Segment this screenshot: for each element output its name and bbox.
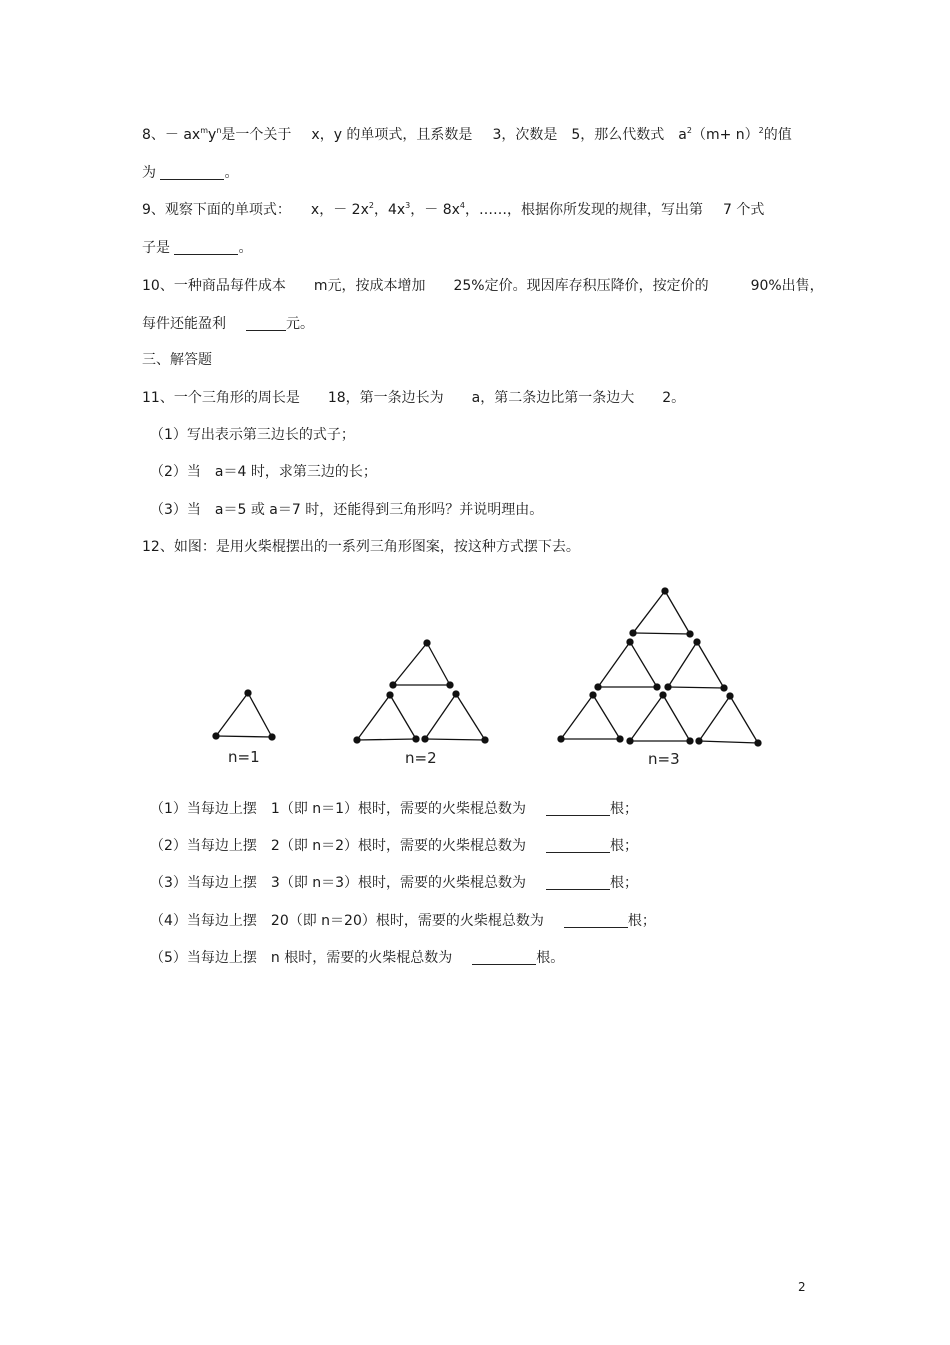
q12-part3-suffix: 根； bbox=[610, 875, 639, 891]
q12-part1-text: （1）当每边上摆 1（即 n＝1）根时，需要的火柴棍总数为 bbox=[150, 801, 527, 817]
q12-stem: 12、如图：是用火柴棍摆出的一系列三角形图案，按这种方式摆下去。 bbox=[142, 539, 580, 555]
q8-coef: 3，次数是 bbox=[492, 127, 558, 143]
q12-part5-blank[interactable] bbox=[472, 950, 536, 965]
q12-part2-suffix: 根； bbox=[610, 838, 639, 854]
q9-term4: ，……，根据你所发现的规律，写出第 bbox=[465, 202, 703, 218]
q9-exp3: 4 bbox=[459, 201, 465, 210]
section-heading: 三、解答题 bbox=[142, 352, 212, 368]
q10-line1: 10、一种商品每件成本 m元，按成本增加 25%定价。现因库存积压降价，按定价的 90%出售， bbox=[142, 278, 824, 294]
q8-exp-n: n bbox=[216, 126, 222, 135]
q8-xy: x，y 的单项式，且系数是 bbox=[311, 127, 473, 143]
q12-part5-text: （5）当每边上摆 n 根时，需要的火柴棍总数为 bbox=[150, 950, 453, 966]
q12-part4-suffix: 根； bbox=[627, 913, 656, 929]
q11-part2: （2）当 a＝4 时，求第三边的长； bbox=[150, 464, 377, 480]
q12-part3-text: （3）当每边上摆 3（即 n＝3）根时，需要的火柴棍总数为 bbox=[150, 875, 527, 891]
q12-part4 bbox=[150, 912, 656, 930]
q12-part4-blank[interactable] bbox=[564, 913, 628, 928]
page-number: 2 bbox=[798, 1280, 806, 1294]
q8-line2-suffix: 。 bbox=[224, 165, 239, 181]
q8-line2 bbox=[142, 164, 238, 182]
triangle-n1 bbox=[213, 690, 275, 740]
q9-exp1: 2 bbox=[368, 201, 374, 210]
matchstick-figure bbox=[200, 575, 770, 770]
q12-part5 bbox=[150, 949, 564, 967]
q8-exp-m: m bbox=[200, 126, 209, 135]
q12-part2 bbox=[150, 837, 638, 855]
q9-term3: ，－ 8x bbox=[410, 202, 460, 218]
q12-part3-blank[interactable] bbox=[546, 875, 610, 890]
q8-prefix: 8、－ ax bbox=[142, 127, 201, 143]
q8-tail: 的值 bbox=[763, 127, 792, 143]
q10-line2-suffix: 元。 bbox=[286, 316, 314, 332]
q12-part1-blank[interactable] bbox=[546, 801, 610, 816]
q8-exp-2b: 2 bbox=[758, 126, 764, 135]
q12-part2-blank[interactable] bbox=[546, 838, 610, 853]
triangle-n2 bbox=[354, 640, 488, 743]
q10-answer-blank[interactable] bbox=[246, 316, 286, 331]
q8-line2-prefix: 为 bbox=[142, 165, 156, 181]
label-n2: n=2 bbox=[405, 749, 437, 767]
label-n3: n=3 bbox=[648, 750, 680, 768]
q9-line2-prefix: 子是 bbox=[142, 240, 170, 256]
q9-term1: x，－ 2x bbox=[310, 202, 369, 218]
q11-stem: 11、一个三角形的周长是 18，第一条边长为 a，第二条边比第一条边大 2。 bbox=[142, 390, 686, 406]
q11-part3: （3）当 a＝5 或 a＝7 时，还能得到三角形吗？并说明理由。 bbox=[150, 502, 544, 518]
q8-deg: 5，那么代数式 bbox=[571, 127, 665, 143]
q8-exp-2a: 2 bbox=[686, 126, 692, 135]
q9-line2 bbox=[142, 239, 252, 257]
q12-part4-text: （4）当每边上摆 20（即 n＝20）根时，需要的火柴棍总数为 bbox=[150, 913, 544, 929]
q11-part1: （1）写出表示第三边长的式子； bbox=[150, 427, 355, 443]
q12-part5-suffix: 根。 bbox=[536, 950, 565, 966]
q8-y: y bbox=[208, 127, 217, 143]
q9-term2: ，4x bbox=[373, 202, 406, 218]
q9-prefix: 9、观察下面的单项式： bbox=[142, 202, 291, 218]
q9-term5: 7 个式 bbox=[723, 202, 765, 218]
q12-part3 bbox=[150, 874, 638, 892]
q8-line1 bbox=[142, 126, 792, 144]
q10-line2 bbox=[142, 315, 314, 333]
q9-answer-blank[interactable] bbox=[174, 240, 238, 255]
q9-line1 bbox=[142, 201, 764, 219]
q8-a: a bbox=[678, 127, 687, 143]
q8-answer-blank[interactable] bbox=[160, 165, 224, 180]
q8-mid: 是一个关于 bbox=[221, 127, 292, 143]
q9-exp2: 3 bbox=[405, 201, 411, 210]
q9-line2-suffix: 。 bbox=[238, 240, 253, 256]
q12-part2-text: （2）当每边上摆 2（即 n＝2）根时，需要的火柴棍总数为 bbox=[150, 838, 527, 854]
q8-paren: （m+ n） bbox=[691, 127, 759, 143]
q10-line2-prefix: 每件还能盈利 bbox=[142, 316, 226, 332]
q12-part1-suffix: 根； bbox=[610, 801, 639, 817]
q12-part1 bbox=[150, 800, 638, 818]
label-n1: n=1 bbox=[228, 748, 260, 766]
triangle-n3 bbox=[558, 588, 761, 746]
